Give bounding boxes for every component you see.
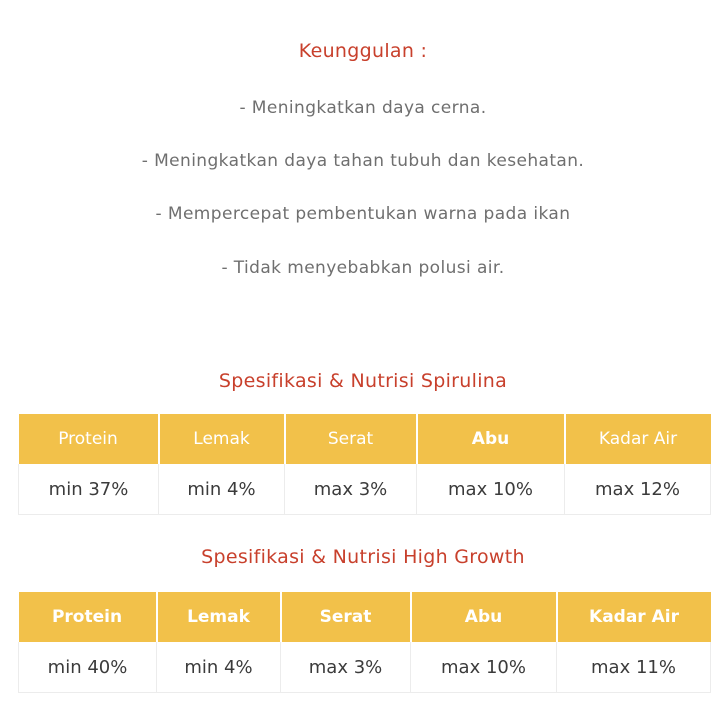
value-abu: max 10% bbox=[411, 642, 557, 693]
advantage-item: - Meningkatkan daya tahan tubuh dan kesehatan. bbox=[141, 151, 585, 171]
header-serat: Serat bbox=[281, 592, 411, 642]
header-lemak: Lemak bbox=[157, 592, 281, 642]
value-kadar-air: max 12% bbox=[565, 464, 711, 515]
header-kadar-air: Kadar Air bbox=[557, 592, 711, 642]
spirulina-title: Spesifikasi & Nutrisi Spirulina bbox=[218, 370, 508, 392]
advantage-item: - Tidak menyebabkan polusi air. bbox=[221, 258, 505, 278]
header-abu: Abu bbox=[417, 414, 565, 464]
value-protein: min 37% bbox=[19, 464, 159, 515]
header-serat: Serat bbox=[285, 414, 417, 464]
table-header-row bbox=[19, 414, 711, 464]
header-lemak: Lemak bbox=[159, 414, 285, 464]
header-protein: Protein bbox=[19, 414, 159, 464]
advantage-item: - Mempercepat pembentukan warna pada ikan bbox=[155, 204, 571, 224]
high-growth-title: Spesifikasi & Nutrisi High Growth bbox=[201, 546, 525, 568]
advantages-title: Keunggulan : bbox=[298, 40, 428, 62]
value-lemak: min 4% bbox=[157, 642, 281, 693]
advantage-item: - Meningkatkan daya cerna. bbox=[239, 98, 487, 118]
spirulina-table bbox=[18, 414, 711, 515]
value-kadar-air: max 11% bbox=[557, 642, 711, 693]
value-abu: max 10% bbox=[417, 464, 565, 515]
header-kadar-air: Kadar Air bbox=[565, 414, 711, 464]
table-header-row bbox=[19, 592, 711, 642]
header-protein: Protein bbox=[19, 592, 157, 642]
value-serat: max 3% bbox=[281, 642, 411, 693]
table-row bbox=[19, 464, 711, 515]
value-lemak: min 4% bbox=[159, 464, 285, 515]
high-growth-table bbox=[18, 592, 711, 693]
value-protein: min 40% bbox=[19, 642, 157, 693]
table-row bbox=[19, 642, 711, 693]
header-abu: Abu bbox=[411, 592, 557, 642]
value-serat: max 3% bbox=[285, 464, 417, 515]
